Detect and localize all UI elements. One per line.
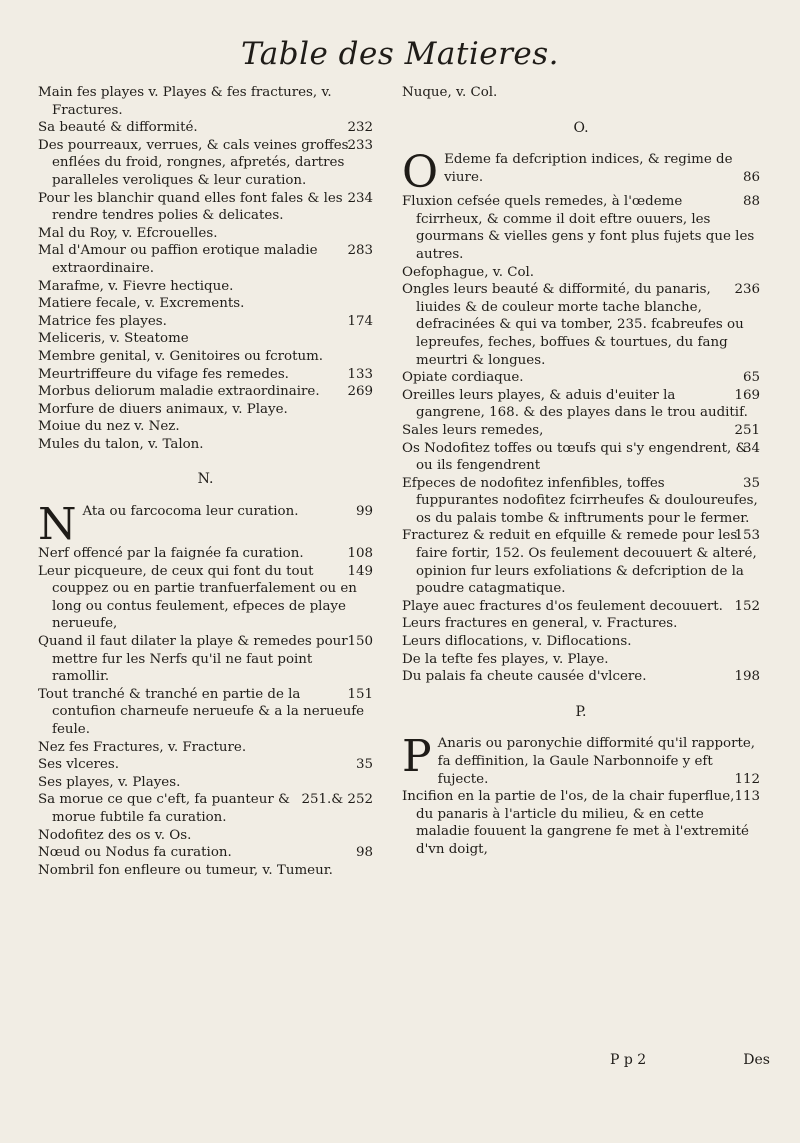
- index-entry: [38, 190, 373, 225]
- entry-text: Ses playes, v. Playes.: [38, 774, 181, 790]
- entry-n-first: [38, 503, 373, 545]
- index-entry: [38, 348, 373, 366]
- entry-text: Du palais fa cheute causée d'vlcere.: [402, 669, 647, 685]
- index-entry: [38, 119, 373, 137]
- entry-text: Morfure de diuers animaux, v. Playe.: [38, 401, 288, 417]
- entry-text: Edeme fa defcription indices, & regime de viure.: [444, 152, 733, 185]
- index-entry: [402, 651, 760, 669]
- entry-text: Oreilles leurs playes, & aduis d'euiter la gangrene, 168. & des playes dans le trou auditif.: [402, 387, 748, 421]
- index-entry: [38, 756, 373, 774]
- entry-text: Anaris ou paronychie difformité qu'il rapporte, fa deffinition, la Gaule Narbonnoife y eft fujecte.: [437, 736, 756, 787]
- entry-page: 251: [734, 422, 760, 438]
- entry-page: 283: [347, 243, 373, 259]
- entry-text: Leur picqueure, de ceux qui font du tout couppez ou en partie tranfuerfalement ou en long ou contus feulement, efpeces de playe nerueufe,: [38, 563, 357, 632]
- drop-cap-o: O: [402, 151, 439, 194]
- entry-page: 174: [347, 313, 373, 329]
- index-entry: [38, 791, 373, 826]
- left-column: [38, 84, 373, 879]
- entry-text: Sa morue ce que c'eft, fa puanteur & morue fubtile fa curation.: [38, 792, 290, 825]
- entry-text: Nuque, v. Col.: [402, 85, 498, 100]
- index-entry: [402, 264, 760, 282]
- entry-text: Nerf offencé par la faignée fa curation.: [38, 546, 304, 562]
- index-entry: [402, 281, 760, 369]
- index-entry: [38, 278, 373, 296]
- index-entry: [38, 862, 373, 880]
- entry-text: Opiate cordiaque.: [402, 370, 524, 386]
- index-entry: [38, 436, 373, 454]
- drop-cap-p: P: [402, 735, 432, 783]
- entry-text: De la tefte fes playes, v. Playe.: [402, 651, 609, 667]
- entry-page: 133: [347, 366, 373, 382]
- entry-page: 35: [742, 475, 760, 491]
- entry-text: Marafme, v. Fievre hectique.: [38, 278, 234, 294]
- entry-page: 269: [347, 384, 373, 400]
- entry-page: 98: [355, 845, 373, 861]
- index-entry: [38, 330, 373, 348]
- entry-page: 149: [347, 563, 373, 579]
- catchword: Des: [743, 1052, 770, 1068]
- entry-text: Oefophague, v. Col.: [402, 264, 535, 280]
- entry-text: Main fes playes v. Playes & fes fractures, v. Fractures.: [38, 85, 332, 118]
- entry-page: 65: [742, 370, 760, 386]
- drop-cap-n: N: [38, 503, 77, 546]
- entry-page: 99: [355, 504, 373, 520]
- entry-text: Leurs fractures en general, v. Fractures.: [402, 616, 678, 632]
- entry-page: 153: [734, 528, 760, 544]
- index-entry: [38, 545, 373, 563]
- entry-page: 35: [355, 757, 373, 773]
- entry-text: Pour les blanchir quand elles font fales & les rendre tendres polies & delicates.: [38, 190, 343, 224]
- entry-text: Sa beauté & difformité.: [38, 120, 198, 136]
- index-entry: [38, 366, 373, 384]
- entry-nuque: [402, 84, 760, 102]
- index-entry: [402, 633, 760, 651]
- index-entry: [38, 401, 373, 419]
- entry-page: 108: [347, 546, 373, 562]
- entry-page: 150: [347, 634, 373, 650]
- page-footer: [610, 1052, 770, 1068]
- index-entry: [38, 295, 373, 313]
- entry-text: Nez fes Fractures, v. Fracture.: [38, 739, 247, 755]
- index-entry: [38, 225, 373, 243]
- page-title: Table des Matieres.: [240, 36, 560, 72]
- entries-m: [38, 84, 373, 453]
- section-heading-p: P.: [575, 703, 587, 720]
- entry-page: 169: [734, 387, 760, 403]
- index-entry: [38, 418, 373, 436]
- entry-page: 112: [734, 771, 760, 787]
- entry-page: 152: [734, 598, 760, 614]
- index-entry: [402, 788, 760, 858]
- entry-text: Matrice fes playes.: [38, 313, 167, 329]
- entry-o-first: [402, 151, 760, 193]
- entry-text: Meliceris, v. Steatome: [38, 331, 189, 347]
- entry-text: Tout tranché & tranché en partie de la contufion charneufe nerueufe & a la nerueufe feule.: [38, 686, 365, 737]
- entries-n: [38, 545, 373, 879]
- index-entry: [38, 739, 373, 757]
- entry-text: Morbus deliorum maladie extraordinaire.: [38, 384, 320, 400]
- index-entry: [38, 137, 373, 190]
- entry-page: 236: [734, 282, 760, 298]
- entry-text: Matiere fecale, v. Excrements.: [38, 296, 245, 312]
- entry-text: Incifion en la partie de l'os, de la chair fuperflue, du panaris à l'article du milieu, & en cette maladie fouuent la gangrene fe met à l'extremité d'vn doigt,: [402, 789, 749, 857]
- entry-text: Membre genital, v. Genitoires ou fcrotum.: [38, 348, 324, 364]
- entry-text: Meurtriffeure du vifage fes remedes.: [38, 366, 289, 382]
- entry-page: 198: [734, 669, 760, 685]
- entry-text: Ata ou farcocoma leur curation.: [82, 504, 299, 520]
- entry-text: Mal d'Amour ou paffion erotique maladie extraordinaire.: [38, 243, 318, 276]
- index-entry: [402, 369, 760, 387]
- entry-page: 88: [742, 194, 760, 210]
- section-heading-n: N.: [197, 471, 214, 488]
- index-entry: [402, 422, 760, 440]
- right-column: [402, 84, 760, 859]
- entries-p: [402, 788, 760, 858]
- index-entry: [402, 387, 760, 422]
- entry-page: 234: [347, 190, 373, 206]
- entry-text: Leurs diflocations, v. Diflocations.: [402, 634, 632, 650]
- entry-page: 232: [347, 120, 373, 136]
- section-heading-o: O.: [573, 119, 589, 136]
- entry-text: Nœud ou Nodus fa curation.: [38, 845, 232, 861]
- index-entry: [38, 686, 373, 739]
- entry-text: Os Nodofitez toffes ou tœufs qui s'y engendrent, & ou ils fengendrent: [402, 440, 748, 474]
- index-entry: [38, 242, 373, 277]
- index-entry: [38, 633, 373, 686]
- index-entry: [38, 774, 373, 792]
- entry-page: 34: [742, 440, 760, 456]
- index-entry: [402, 527, 760, 597]
- entry-text: Ongles leurs beauté & difformité, du panaris, liuides & de couleur morte tache blanche, defracinées & qui va tomber, 235. fcabreufes ou lepreufes, feches, boffues & tourtues, du fang meurtri & longues.: [402, 282, 744, 368]
- index-entry: [38, 563, 373, 633]
- index-entry: [38, 383, 373, 401]
- entry-text: Fracturez & reduit en efquille & remede pour les faire fortir, 152. Os feulement decouuert & alteré, opinion fur leurs exfoliations & defcription de la poudre catagmatique.: [402, 528, 757, 597]
- index-entry: [38, 313, 373, 331]
- entry-text: Playe auec fractures d'os feulement decouuert.: [402, 598, 723, 614]
- index-entry: [38, 844, 373, 862]
- entry-page: 86: [742, 169, 760, 185]
- index-entry: [402, 598, 760, 616]
- entry-text: Des pourreaux, verrues, & cals veines groffes enflées du froid, rongnes, afpretés, dartres paralleles veroliques & leur curation.: [38, 137, 349, 188]
- index-entry: [402, 193, 760, 263]
- entry-text: Moiue du nez v. Nez.: [38, 419, 180, 435]
- entry-text: Efpeces de nodofitez infenfibles, toffes fuppurantes nodofitez fcirrheufes & douloureufes, os du palais tombe & inftruments pour le fermer.: [402, 475, 758, 526]
- entry-text: Quand il faut dilater la playe & remedes pour mettre fur les Nerfs qu'il ne faut point ramollir.: [38, 634, 348, 685]
- entry-page: 233: [347, 137, 373, 153]
- entry-page: 151: [347, 686, 373, 702]
- entry-text: Nodofitez des os v. Os.: [38, 827, 192, 843]
- entry-text: Nombril fon enfleure ou tumeur, v. Tumeur.: [38, 862, 333, 878]
- entry-text: Sales leurs remedes,: [402, 422, 544, 438]
- index-entry: [402, 615, 760, 633]
- entry-text: Mal du Roy, v. Efcrouelles.: [38, 225, 218, 241]
- entry-page: 113: [734, 789, 760, 805]
- index-entry: [402, 668, 760, 686]
- entry-p-first: [402, 735, 760, 788]
- index-entry: [38, 84, 373, 119]
- entry-page: 251.& 252: [301, 792, 373, 808]
- entry-text: Ses vlceres.: [38, 757, 119, 773]
- entry-text: Fluxion cefsée quels remedes, à l'œdeme fcirrheux, & comme il doit eftre ouuers, les gourmans & vielles gens y font plus fujets que les autres.: [402, 194, 755, 262]
- entries-o: [402, 193, 760, 686]
- signature-mark: P p 2: [610, 1052, 647, 1068]
- index-entry: [402, 475, 760, 528]
- index-entry: [38, 827, 373, 845]
- index-entry: [402, 440, 760, 475]
- entry-text: Mules du talon, v. Talon.: [38, 436, 204, 452]
